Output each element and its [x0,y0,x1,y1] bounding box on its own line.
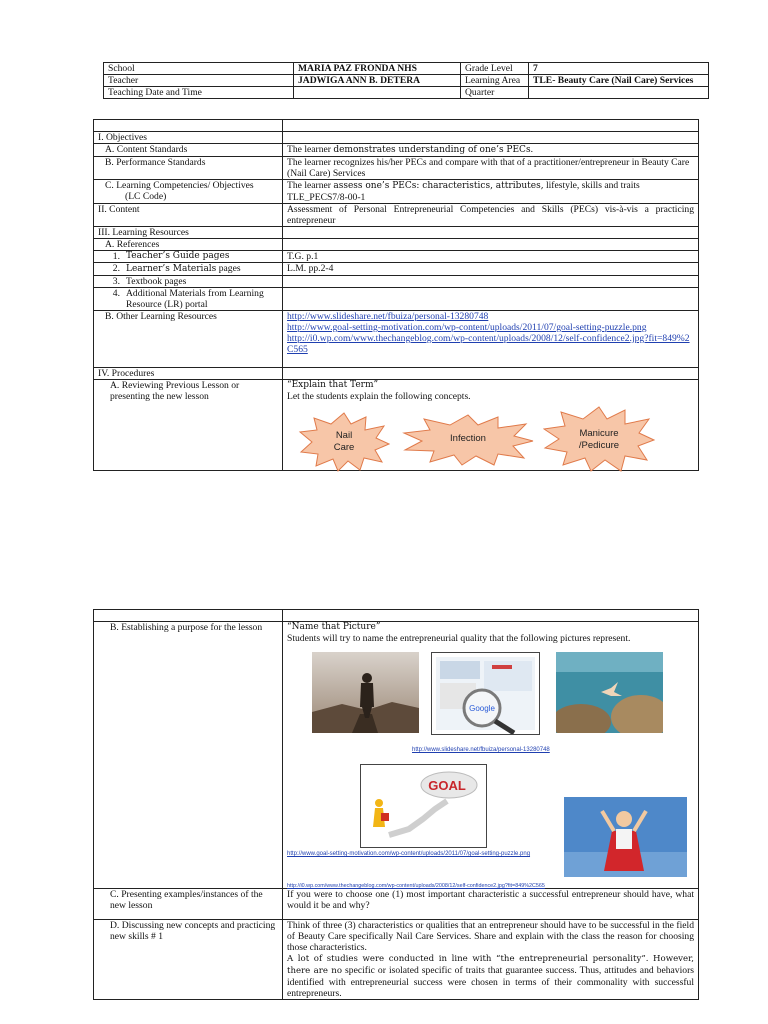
picture-caption-3[interactable]: http://i0.wp.com/www.thechangeblog.com/wp-content/uploads/2008/12/self-confidence2.jpg?fit=849%2C565 [287,883,545,889]
competencies-row [94,180,699,204]
header-row-date [104,87,709,99]
ref-label-2: Learner’s Materials [126,264,217,274]
ref-value-3 [283,276,699,288]
content-label: II. Content [94,204,283,227]
competencies-label: C. Learning Competencies/ Objectives (LC Code) [94,180,283,204]
teacher-value: JADWIGA ANN B. DETERA [294,75,461,87]
proc-c-row [94,889,699,920]
proc-c-text: If you were to choose one (1) most important characteristic a successful entrepreneur should have, what would it be and why? [283,889,699,920]
proc-a-text: Let the students explain the following concepts. [287,391,471,402]
ref-row-3: 3. Textbook pages [94,276,699,288]
performance-standards-text: The learner recognizes his/her PECs and compare with that of a practitioner/entrepreneur in Beauty Care (Nail Care) Services [283,157,699,180]
content-text: Assessment of Personal Entrepreneurial Competencies and Skills (PECs) vis-à-vis a practicing entrepreneur [283,204,699,227]
google-word: Google [469,704,495,713]
proc-a-label: A. Reviewing Previous Lesson or presenting the new lesson [110,380,240,402]
binoculars-photo [312,652,419,733]
proc-b-text: Students will try to name the entrepreneurial quality that the following pictures represent. [287,633,631,644]
procedures-row [94,368,699,380]
blank-row [94,120,699,132]
school-label: School [104,63,294,75]
proc-d-label: D. Discussing new concepts and practicing new skills # 1 [110,920,276,942]
quarter-value [529,87,709,99]
other-resources-row [94,311,699,368]
performance-standards-row [94,157,699,180]
competencies-text: The learner assess one’s PECs: characteristics, attributes, lifestyle, skills and traits TLE_PECS7/8-00-1 [283,180,699,204]
proc-b-label: B. Establishing a purpose for the lesson [110,622,263,633]
ref-label-4: Additional Materials from Learning Resource (LR) portal [126,288,264,310]
goal-stairs-photo [360,764,487,848]
superhero-kid-photo [564,797,687,877]
ref-row-1: 1. Teacher’s Guide pages T.G. p.1 [94,251,699,263]
resource-link-3[interactable]: http://i0.wp.com/www.thechangeblog.com/wp-content/uploads/2008/12/self-confidence2.jpg?fit=849%2C565 [287,333,690,355]
proc-d-row [94,920,699,1000]
proc-c-label: C. Presenting examples/instances of the new lesson [110,889,263,911]
content-standards-text: The learner demonstrates understanding of one’s PECs. [283,144,699,157]
google-search-photo [431,652,540,735]
content-standards-row [94,144,699,157]
ref-value-2: L.M. pp.2-4 [283,263,699,276]
resource-link-1[interactable]: http://www.slideshare.net/fbuiza/personal-13280748 [287,311,489,322]
header-row-school [104,63,709,75]
school-value: MARIA PAZ FRONDA NHS [294,63,461,75]
area-label: Learning Area [461,75,529,87]
term-star-manicure-pedicure: Manicure /Pedicure [543,406,655,472]
objectives-row [94,132,699,144]
header-row-teacher [104,75,709,87]
jumping-rocks-photo [556,652,663,733]
grade-label: Grade Level [461,63,529,75]
picture-caption-2[interactable]: http://www.goal-setting-motivation.com/wp-content/uploads/2011/07/goal-setting-puzzle.png [287,851,531,857]
proc-b-title: “Name that Picture” [287,622,381,632]
references-label: A. References [94,239,283,251]
date-value [294,87,461,99]
ref-label-1: Teacher’s Guide pages [126,251,230,261]
resource-link-2[interactable]: http://www.goal-setting-motivation.com/wp-content/uploads/2011/07/goal-setting-puzzle.png [287,322,647,333]
ref-row-4: 4. Additional Materials from Learning Resource (LR) portal [94,288,699,311]
ref-value-4 [283,288,699,311]
picture-caption-1[interactable]: http://www.slideshare.net/fbuiza/personal-13280748 [412,747,550,753]
objectives-label: I. Objectives [94,132,283,144]
proc-d-text-1: Think of three (3) characteristics or qualities that an entrepreneur should have to be successful in the field of Beauty Care specifically Nail Care Services. Share and explain with the class the reason for choosing those characteristics. [287,920,694,953]
ref-value-1: T.G. p.1 [283,251,699,263]
term-star-nail-care: Nail Care [298,412,390,472]
ref-row-2: 2. Learner’s Materials pages L.M. pp.2-4 [94,263,699,276]
proc-a-title: “Explain that Term” [287,380,379,390]
goal-word: GOAL [428,778,466,793]
quarter-label: Quarter [461,87,529,99]
resources-row [94,227,699,239]
area-value: TLE- Beauty Care (Nail Care) Services [529,75,709,87]
performance-standards-label: B. Performance Standards [94,157,283,180]
teacher-label: Teacher [104,75,294,87]
header-table [103,62,709,99]
content-row [94,204,699,227]
date-label: Teaching Date and Time [104,87,294,99]
procedures-label: IV. Procedures [94,368,283,380]
content-standards-label: A. Content Standards [94,144,283,157]
ref-label-3: Textbook pages [126,276,187,287]
proc-d-text-2: A lot of studies were conducted in line with “the entrepreneurial personality”. However, there are no specific or isolated specific of traits that guarantee success. Thus, attitudes and behaviors identified with entrepreneurial success were chosen in terms of their commonality with successful entrepreneurs. [287,954,694,999]
references-row [94,239,699,251]
resources-label: III. Learning Resources [94,227,283,239]
term-star-infection: Infection [402,414,534,466]
blank-row-2 [94,610,699,622]
other-resources-label: B. Other Learning Resources [94,311,283,368]
grade-value: 7 [529,63,709,75]
